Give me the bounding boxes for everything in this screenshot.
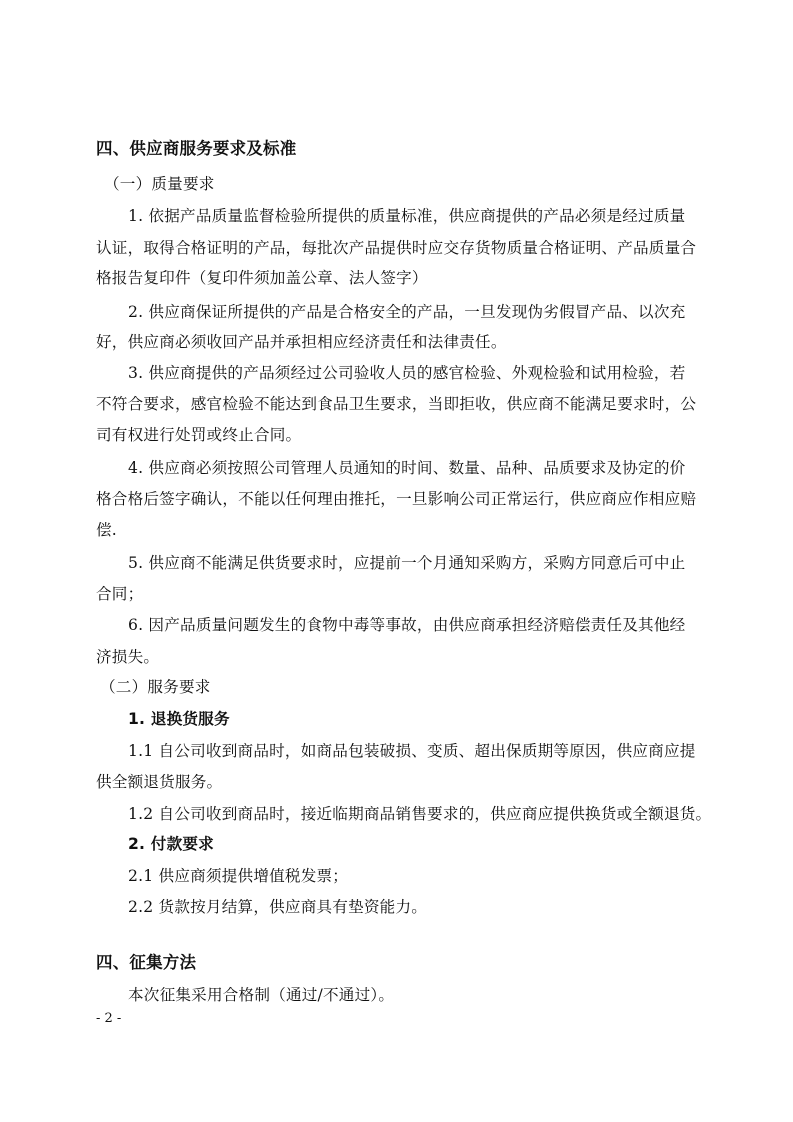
- paragraph-line: 2.1 供应商须提供增值税发票；: [128, 867, 349, 885]
- paragraph-line: 3. 供应商提供的产品须经过公司验收人员的感官检验、外观检验和试用检验，若: [128, 364, 686, 382]
- paragraph-line: 供全额退货服务。: [96, 773, 223, 791]
- paragraph-line: 好，供应商必须收回产品并承担相应经济责任和法律责任。: [96, 333, 507, 351]
- paragraph-line: 2.2 货款按月结算，供应商具有垫资能力。: [128, 898, 428, 916]
- subheading-returns: 1. 退换货服务: [128, 710, 230, 728]
- paragraph-line: 1.2 自公司收到商品时，接近临期商品销售要求的，供应商应提供换货或全额退货。: [128, 805, 712, 823]
- paragraph-line: 6. 因产品质量问题发生的食物中毒等事故，由供应商承担经济赔偿责任及其他经: [128, 616, 686, 634]
- subheading-service: （二）服务要求: [100, 678, 211, 696]
- paragraph-line: 1. 依据产品质量监督检验所提供的质量标准，供应商提供的产品必须是经过质量: [128, 207, 686, 225]
- page-number: - 2 -: [96, 1011, 122, 1026]
- subheading-quality: （一）质量要求: [104, 175, 215, 193]
- paragraph-line: 认证，取得合格证明的产品，每批次产品提供时应交存货物质量合格证明、产品质量合: [96, 239, 697, 257]
- paragraph-line: 不符合要求，感官检验不能达到食品卫生要求，当即拒收，供应商不能满足要求时，公: [96, 395, 697, 413]
- paragraph-line: 4. 供应商必须按照公司管理人员通知的时间、数量、品种、品质要求及协定的价: [128, 459, 686, 477]
- subheading-payment: 2. 付款要求: [128, 835, 214, 853]
- paragraph-line: 格合格后签字确认，不能以任何理由推托，一旦影响公司正常运行，供应商应作相应赔: [96, 490, 697, 508]
- section-heading-collection: 四、征集方法: [96, 953, 197, 972]
- paragraph-line: 1.1 自公司收到商品时，如商品包装破损、变质、超出保质期等原因，供应商应提: [128, 742, 696, 760]
- paragraph-line: 合同；: [96, 585, 144, 603]
- paragraph-line: 司有权进行处罚或终止合同。: [96, 426, 302, 444]
- section-heading-requirements: 四、供应商服务要求及标准: [96, 139, 297, 158]
- paragraph-line: 济损失。: [96, 648, 160, 666]
- paragraph-line: 本次征集采用合格制（通过/不通过）。: [128, 986, 395, 1004]
- paragraph-line: 5. 供应商不能满足供货要求时，应提前一个月通知采购方，采购方同意后可中止: [128, 554, 686, 572]
- paragraph-line: 2. 供应商保证所提供的产品是合格安全的产品，一旦发现伪劣假冒产品、以次充: [128, 303, 686, 321]
- paragraph-line: 格报告复印件（复印件须加盖公章、法人签字）: [96, 269, 428, 287]
- paragraph-line: 偿.: [96, 521, 117, 539]
